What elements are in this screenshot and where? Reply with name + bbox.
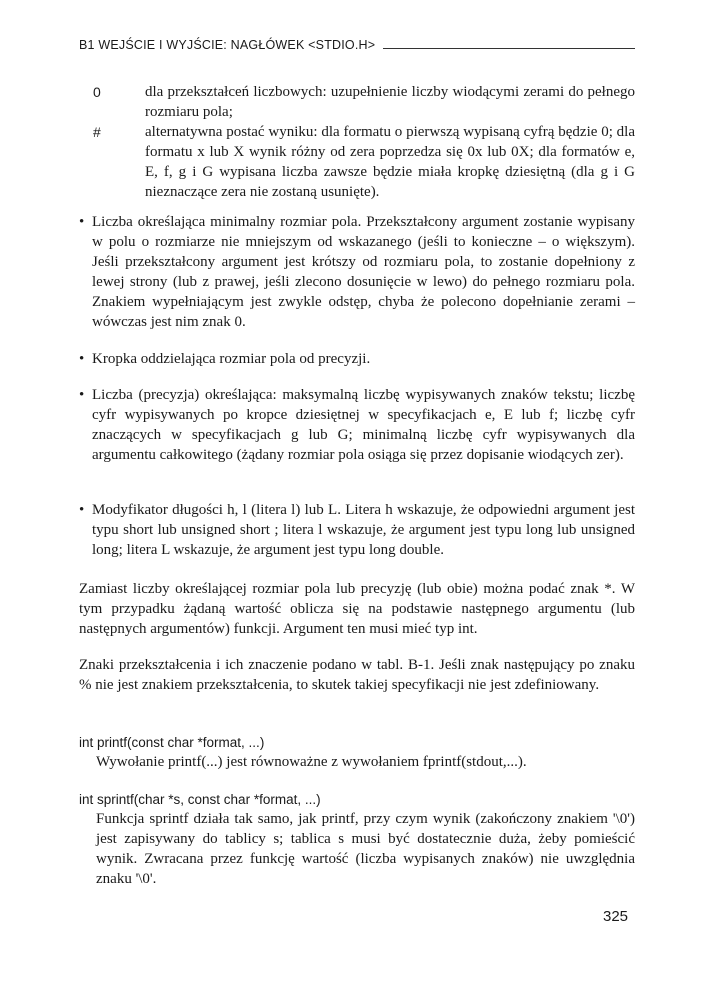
bullet-text: Modyfikator długości h, l (litera l) lub L. Litera h wskazuje, że odpowiedni argument jest typu short lub unsigned short ; litera l wskazuje, że argument jest typu long lub unsigned long; litera L wskazuje, że argument jest typu long double. (92, 502, 635, 558)
body-paragraph (79, 655, 635, 695)
function-description: Wywołanie printf(...) jest równoważne z wywołaniem fprintf(stdout,...). (96, 754, 527, 770)
flag-description: alternatywna postać wyniku: dla formatu o pierwszą wypisaną cyfrą będzie 0; dla formatu x lub X wynik różny od zera poprzedza się 0x lub 0X; dla formatów e, E, f, g i G wypisana liczba zawsze będzie miała kropkę dziesiętną (dla g i G nieznaczące zera nie zostaną usunięte). (145, 124, 635, 200)
bullet-item (79, 212, 635, 332)
bullet-item (79, 500, 635, 560)
flag-key: # (93, 124, 101, 140)
page-number: 325 (603, 908, 629, 925)
bullet-icon: • (79, 502, 85, 518)
bullet-text: Liczba (precyzja) określająca: maksymalną liczbę wypisywanych znaków tekstu; liczbę cyfr wypisywanych po kropce dziesiętnej w specyfikacjach e, E lub f; liczbę cyfr znaczących w specyfikacjach g lub G; minimalną liczbę cyfr wypisywanych dla argumentu całkowitego (żądany rozmiar pola osiąga się przez dopisanie wiodących zer). (92, 387, 635, 463)
bullet-icon: • (79, 214, 85, 230)
bullet-text: Kropka oddzielająca rozmiar pola od precyzji. (92, 351, 371, 367)
paragraph-text: Znaki przekształcenia i ich znaczenie podano w tabl. B-1. Jeśli znak następujący po znaku % nie jest znakiem przekształcenia, to skutek takiej specyfikacji nie jest zdefiniowany. (79, 657, 635, 693)
running-header (79, 38, 635, 52)
function-description: Funkcja sprintf działa tak samo, jak printf, przy czym wynik (zakończony znakiem '\0') jest zapisywany do tablicy s; tablica s musi być dostatecznie duża, żeby pomieścić wynik. Zwracana przez funkcję wartość (liczba wypisanych znaków) nie uwzględnia znaku '\0'. (96, 811, 635, 887)
header-rule (383, 48, 635, 49)
function-signature: int printf(const char *format, ...) (79, 735, 265, 750)
flag-zero-row (79, 82, 635, 122)
bullet-text: Liczba określająca minimalny rozmiar pola. Przekształcony argument zostanie wypisany w polu o rozmiarze nie mniejszym od wskazanego (jeśli to konieczne – o większym). Jeśli przekształcony argument jest krótszy od rozmiaru pola, to zostanie dopełniony z lewej strony (lub z prawej, jeśli zlecono dosunięcie w lewo) do pełnego rozmiaru pola. Znakiem wypełniającym jest zwykle odstęp, chyba że polecono dopełnianie zerami – wówczas jest nim znak 0. (92, 214, 635, 330)
bullet-icon: • (79, 351, 85, 367)
flag-description: dla przekształceń liczbowych: uzupełnienie liczby wiodącymi zerami do pełnego rozmiaru pola; (145, 84, 635, 120)
flag-key: 0 (93, 84, 101, 100)
bullet-item (79, 349, 635, 369)
bullet-icon: • (79, 387, 85, 403)
body-paragraph (79, 579, 635, 639)
paragraph-text: Zamiast liczby określającej rozmiar pola lub precyzję (lub obie) można podać znak *. W tym przypadku żądaną wartość oblicza się na podstawie następnego argumentu (lub następnych argumentów) funkcji. Argument ten musi mieć typ int. (79, 581, 635, 637)
bullet-item (79, 385, 635, 485)
function-signature: int sprintf(char *s, const char *format, ...) (79, 792, 321, 807)
section-title: B1 WEJŚCIE I WYJŚCIE: NAGŁÓWEK <STDIO.H> (79, 38, 376, 52)
flag-hash-row (79, 122, 635, 202)
